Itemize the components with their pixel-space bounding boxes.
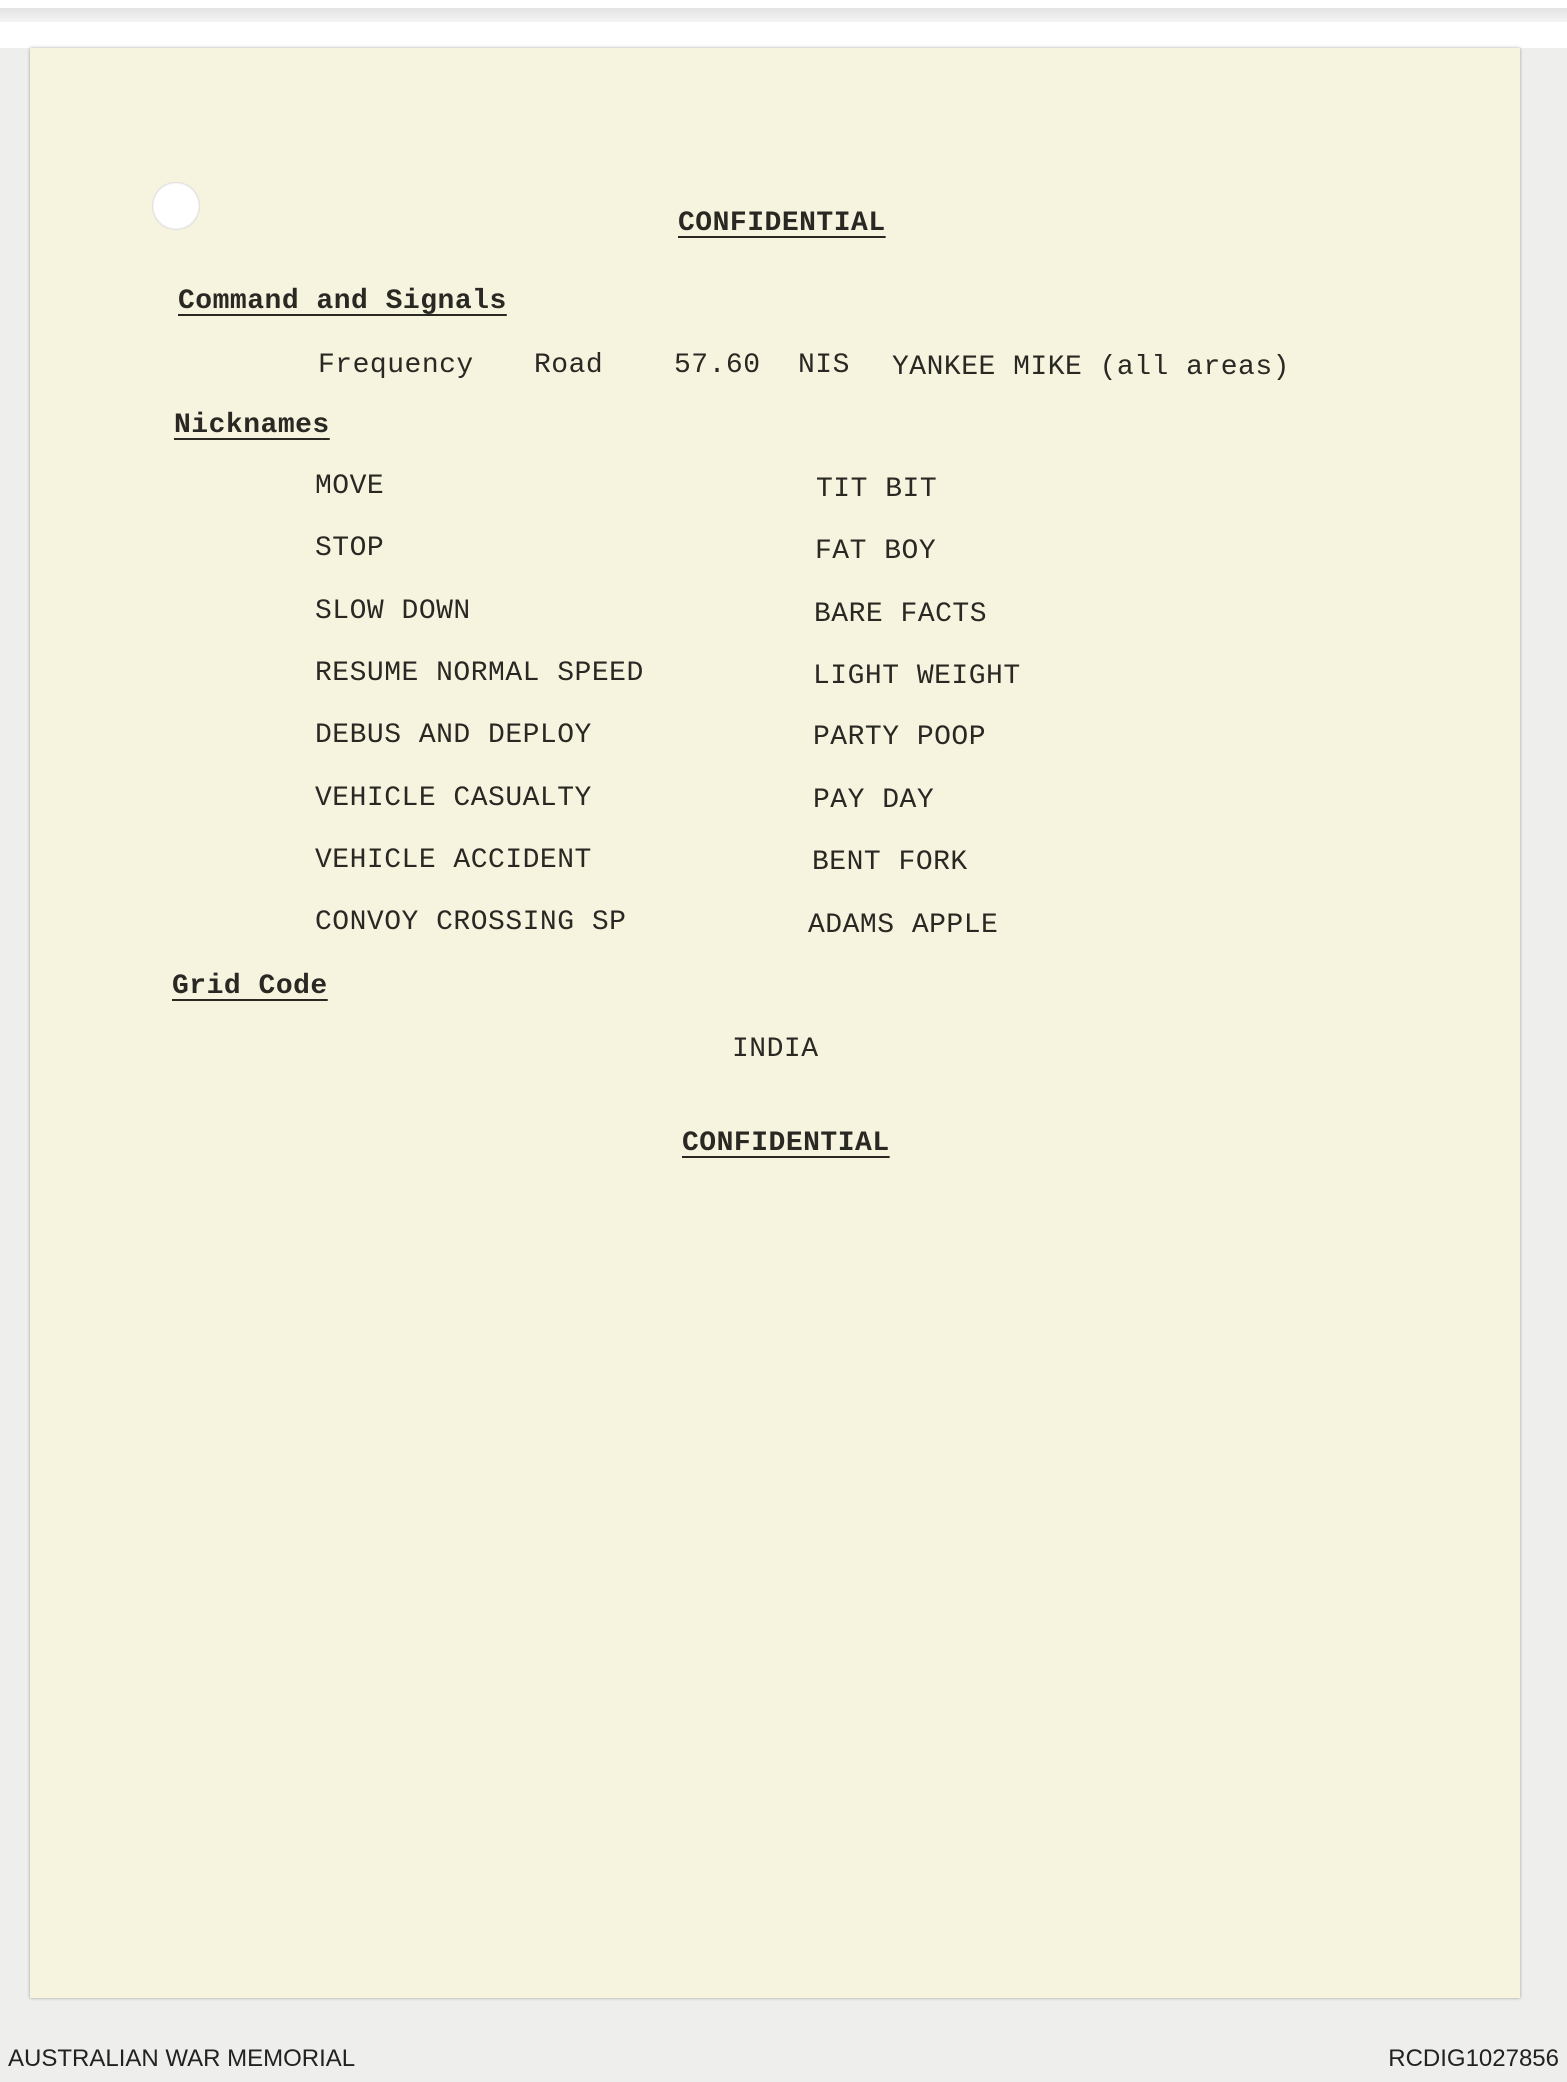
section-grid-code: Grid Code bbox=[172, 971, 328, 1002]
nickname-term: DEBUS AND DEPLOY bbox=[315, 720, 592, 751]
section-nicknames: Nicknames bbox=[174, 410, 330, 441]
confidential-header: CONFIDENTIAL bbox=[678, 208, 886, 239]
nickname-value: TIT BIT bbox=[816, 474, 938, 505]
nickname-term: SLOW DOWN bbox=[315, 596, 471, 627]
scan-top-shadow bbox=[0, 8, 1567, 22]
nickname-value: ADAMS APPLE bbox=[808, 910, 999, 941]
nickname-term: CONVOY CROSSING SP bbox=[315, 907, 627, 938]
punch-hole bbox=[152, 182, 200, 230]
archive-reference: RCDIG1027856 bbox=[1388, 2045, 1559, 2072]
archive-credit: AUSTRALIAN WAR MEMORIAL bbox=[8, 2045, 356, 2072]
nickname-term: MOVE bbox=[315, 471, 385, 502]
nickname-value: PAY DAY bbox=[813, 785, 935, 816]
section-command-and-signals: Command and Signals bbox=[178, 286, 507, 317]
nickname-term: RESUME NORMAL SPEED bbox=[315, 658, 644, 689]
grid-code-value: INDIA bbox=[732, 1034, 819, 1065]
document-page bbox=[30, 48, 1520, 1998]
frequency-value: 57.60 bbox=[674, 350, 761, 381]
frequency-road: Road bbox=[534, 350, 604, 381]
confidential-footer-mark: CONFIDENTIAL bbox=[682, 1128, 890, 1159]
nickname-term: VEHICLE ACCIDENT bbox=[315, 845, 592, 876]
nickname-value: PARTY POOP bbox=[813, 722, 987, 753]
nickname-term: VEHICLE CASUALTY bbox=[315, 783, 592, 814]
nickname-value: BENT FORK bbox=[812, 847, 968, 878]
frequency-nis: NIS bbox=[798, 350, 850, 381]
nickname-value: BARE FACTS bbox=[814, 599, 988, 630]
frequency-callsign: YANKEE MIKE (all areas) bbox=[892, 352, 1290, 383]
nickname-term: STOP bbox=[315, 533, 385, 564]
frequency-label: Frequency bbox=[318, 350, 474, 381]
nickname-value: FAT BOY bbox=[815, 536, 937, 567]
nickname-value: LIGHT WEIGHT bbox=[813, 661, 1021, 692]
